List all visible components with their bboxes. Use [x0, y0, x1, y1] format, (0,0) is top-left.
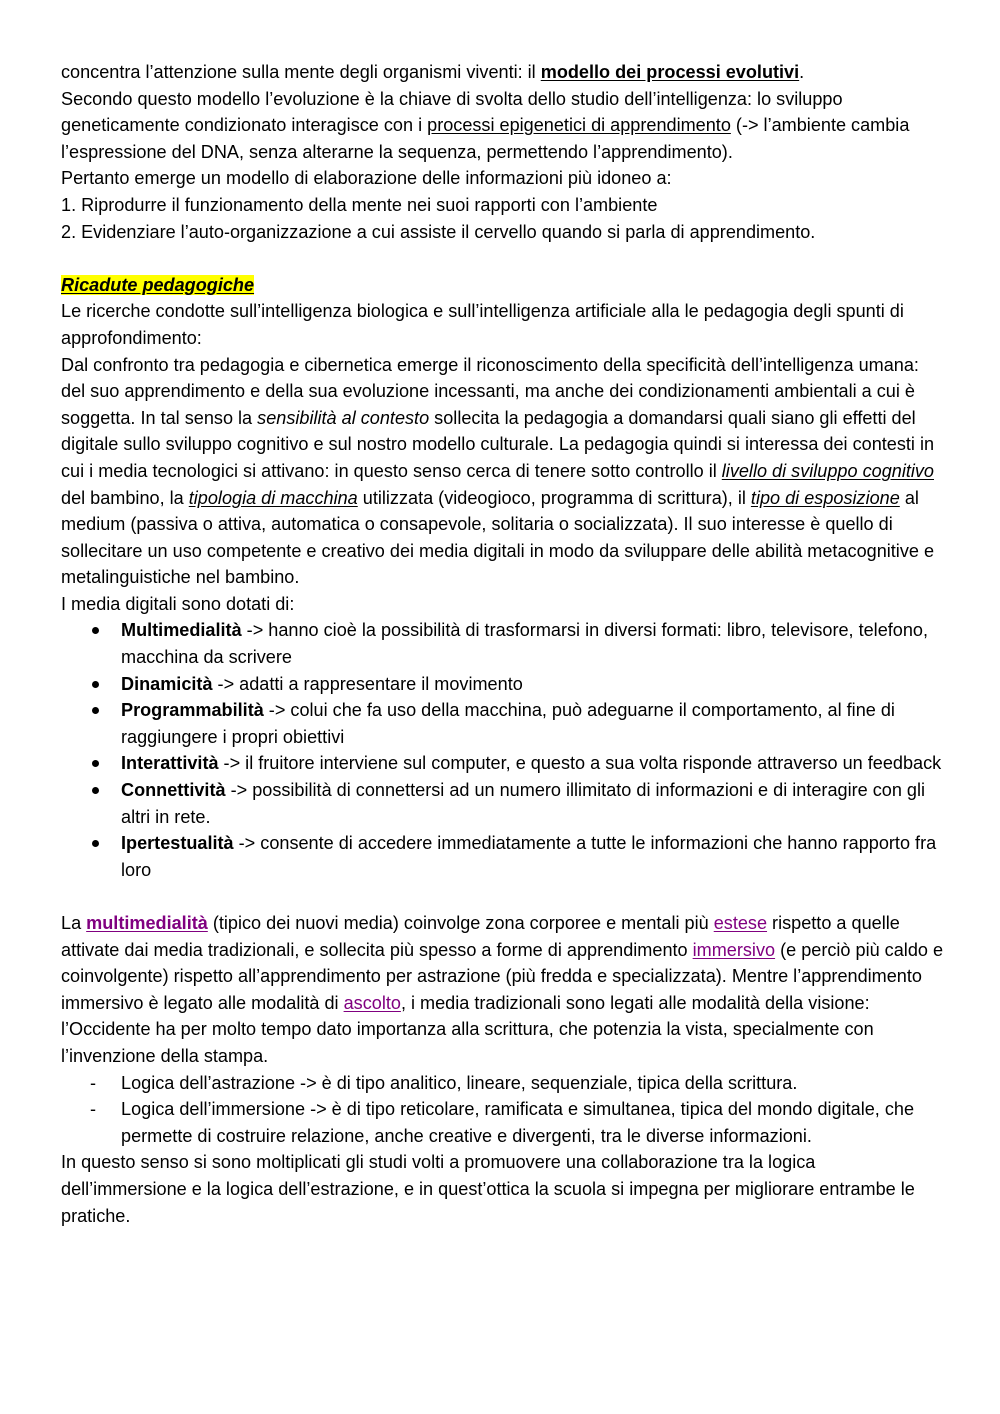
bullet-term: Connettività — [121, 780, 226, 801]
epigenetic-term: processi epigenetici di apprendimento — [427, 115, 731, 136]
bullet-term: Multimedialità — [121, 620, 242, 641]
body-text: La — [61, 913, 87, 933]
list-item — [61, 830, 946, 883]
dash-item: - Logica dell’immersione -> è di tipo reticolare, ramificata e simultanea, tipica del mondo digitale, che permette di costruire relazione, anche creative e divergenti, tra le diverse informazioni. — [61, 1096, 946, 1149]
bullet-list — [61, 617, 946, 883]
body-text: , i media tradizionali sono legati alle modalità della visione: l’Occidente ha per molto tempo dato importanza alla scrittura, che potenzia la vista, specialmente con l’invenzione della stampa. — [61, 992, 874, 1066]
intro-text: (-> l’ambiente cambia l’espressione del DNA, senza alterarne la sequenza, permettendo l’apprendimento). — [61, 115, 910, 162]
section-paragraph-2 — [61, 352, 946, 591]
dash-list — [61, 1070, 946, 1150]
numbered-item-1: 1. Riprodurre il funzionamento della mente nei suoi rapporti con l’ambiente — [61, 194, 658, 215]
multimedia-paragraph — [61, 910, 946, 1070]
bullet-text: -> adatti a rappresentare il movimento — [212, 673, 523, 694]
italic-underlined-term: tipologia di macchina — [188, 487, 358, 508]
intro-text: . — [799, 62, 805, 82]
dash-item: - Logica dell’astrazione -> è di tipo analitico, lineare, sequenziale, tipica della scrittura. — [61, 1070, 946, 1097]
intro-paragraph-2 — [61, 86, 946, 166]
section-paragraph-1: Le ricerche condotte sull’intelligenza biologica e sull’intelligenza artificiale alla le pedagogia degli spunti di approfondimento: — [61, 301, 904, 348]
bullet-text: -> possibilità di connettersi ad un numero illimitato di informazioni e di interagire con gli altri in rete. — [121, 780, 926, 827]
ascolto-link[interactable]: ascolto — [343, 992, 401, 1013]
body-text: Dal confronto tra pedagogia e cibernetica emerge il riconoscimento della specificità dell’intelligenza umana: del suo apprendimento e della sua evoluzione incessanti, ma anche dei condizionamenti ambientali a cui è soggetta. In tal senso la — [61, 354, 919, 428]
italic-term: sensibilità al contesto — [257, 407, 430, 428]
bullet-term: Dinamicità — [121, 673, 213, 694]
list-item — [61, 617, 946, 670]
body-text: (tipico dei nuovi media) coinvolge zona corporee e mentali più — [207, 913, 714, 933]
highlighted-heading: Ricadute pedagogiche — [61, 274, 255, 295]
document-page — [61, 59, 946, 1229]
section-heading — [61, 272, 946, 299]
italic-underlined-term: livello di sviluppo cognitivo — [721, 460, 934, 481]
spacer — [61, 883, 946, 910]
bullet-text: -> consente di accedere immediatamente a tutte le informazioni che hanno rapporto fra loro — [121, 833, 937, 880]
body-text: al medium (passiva o attiva, automatica o consapevole, solitaria o socializzata). Il suo interesse è quello di sollecitare un uso competente e creativo dei media digitali in modo da sviluppare delle abilità metacognitive e metalinguistiche nel bambino. — [61, 487, 935, 588]
list-item — [61, 777, 946, 830]
body-text: rispetto a quelle attivate dai media tradizionali, e sollecita più spesso a forme di apprendimento — [61, 913, 900, 960]
bullet-text: -> hanno cioè la possibilità di trasformarsi in diversi formati: libro, televisore, telefono, macchina da scrivere — [121, 620, 929, 668]
intro-paragraph-3: Pertanto emerge un modello di elaborazione delle informazioni più idoneo a: — [61, 168, 672, 189]
body-text: (e perciò più caldo e coinvolgente) rispetto all’apprendimento per astrazione (più fredda e specializzata). Mentre l’apprendimento immersivo è legato alle modalità di — [61, 939, 944, 1013]
bullet-term: Ipertestualità — [121, 833, 234, 854]
spacer — [61, 245, 946, 272]
intro-text: Secondo questo modello l’evoluzione è la chiave di svolta dello studio dell’intelligenza: lo sviluppo geneticamente condizionato interagisce con i — [61, 88, 843, 136]
body-text: sollecita la pedagogia a domandarsi quali siano gli effetti del digitale sullo sviluppo cognitivo e sul nostro modello culturale. La pedagogia quindi si interessa dei contesti in cui i media tecnologici si attivano: in questo senso cerca di tenere sotto controllo il — [61, 407, 935, 481]
section-paragraph-3: I media digitali sono dotati di: — [61, 593, 295, 614]
italic-underlined-term: tipo di esposizione — [750, 487, 900, 508]
intro-paragraph-1 — [61, 59, 946, 86]
list-item — [61, 697, 946, 750]
bullet-text: -> il fruitore interviene sul computer, e questo a sua volta risponde attraverso un feedback — [218, 753, 942, 774]
estese-link[interactable]: estese — [713, 913, 768, 933]
closing-paragraph: In questo senso si sono moltiplicati gli studi volti a promuovere una collaborazione tra la logica dell’immersione e la logica dell’estrazione, e in quest’ottica la scuola si impegna per migliorare entrambe le pratiche. — [61, 1152, 915, 1226]
body-text: del bambino, la — [61, 487, 189, 508]
list-item — [61, 750, 946, 777]
numbered-item-2: 2. Evidenziare l’auto-organizzazione a cui assiste il cervello quando si parla di apprendimento. — [61, 221, 816, 242]
multimedialita-link[interactable]: multimedialità — [86, 913, 208, 933]
intro-text: concentra l’attenzione sulla mente degli organismi viventi: il — [61, 62, 541, 82]
model-term: modello dei processi evolutivi — [540, 62, 800, 82]
list-item — [61, 671, 946, 698]
body-text: utilizzata (videogioco, programma di scrittura), il — [357, 487, 751, 508]
bullet-text: -> colui che fa uso della macchina, può adeguarne il comportamento, al fine di raggiungere i propri obiettivi — [121, 700, 895, 747]
immersivo-link[interactable]: immersivo — [692, 939, 776, 960]
bullet-term: Interattività — [121, 753, 219, 774]
bullet-term: Programmabilità — [121, 700, 264, 721]
